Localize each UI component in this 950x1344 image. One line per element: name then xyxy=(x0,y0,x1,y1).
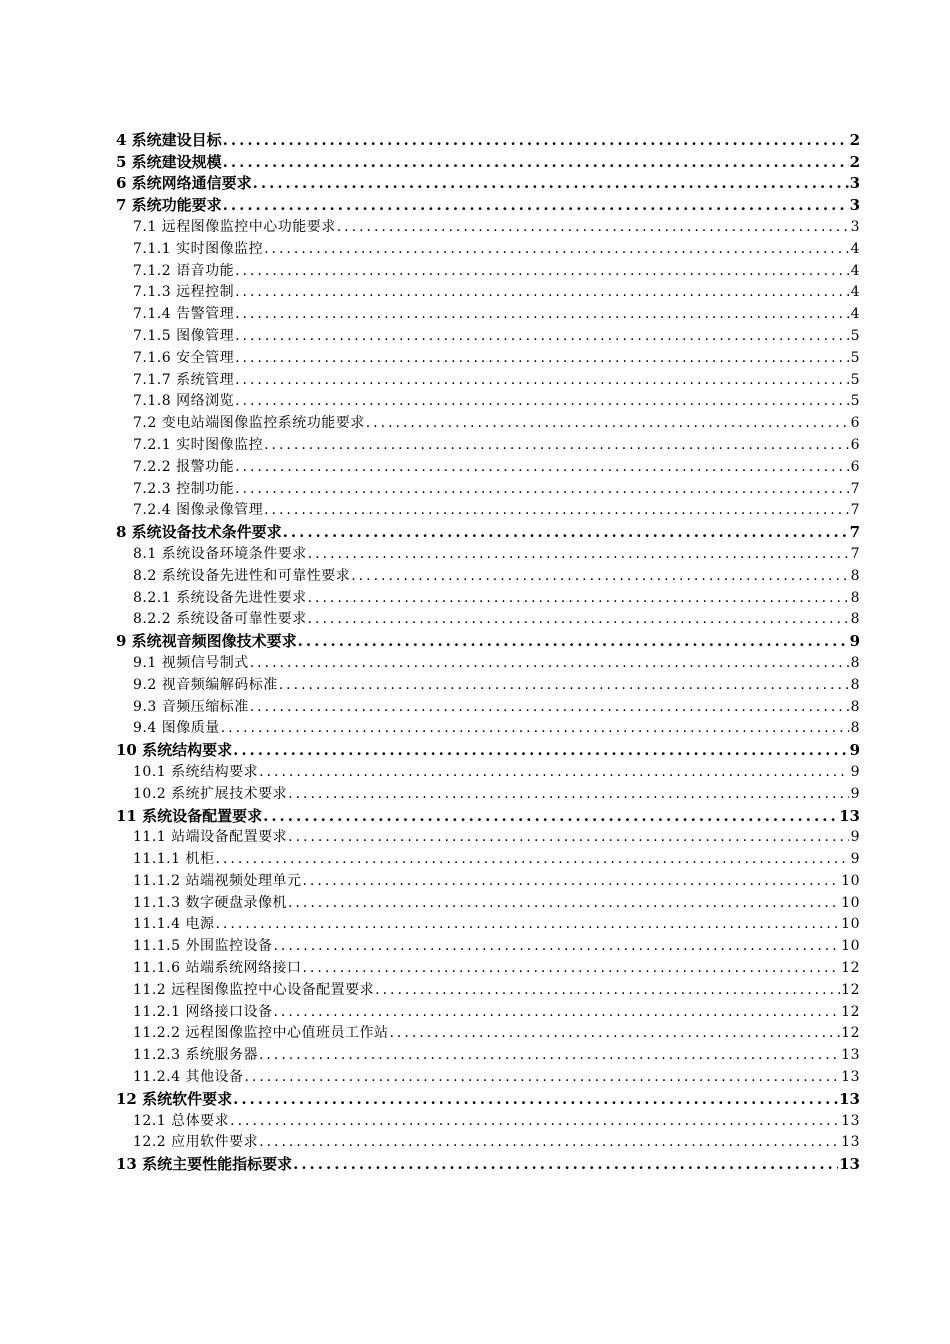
toc-page-number: 7 xyxy=(850,502,860,519)
toc-entry-level-3[interactable] xyxy=(116,934,860,956)
toc-entry-level-3[interactable] xyxy=(116,499,860,521)
toc-dot-leader xyxy=(366,413,849,433)
toc-entry-level-3[interactable] xyxy=(116,455,860,477)
toc-dot-leader xyxy=(235,326,849,346)
toc-entry-level-3[interactable] xyxy=(116,869,860,891)
toc-dot-leader xyxy=(253,173,849,193)
toc-entry-title: 7.1.8 网络浏览 xyxy=(133,393,235,410)
toc-page-number: 12 xyxy=(841,1003,860,1020)
toc-entry-level-3[interactable] xyxy=(116,281,860,303)
toc-dot-leader xyxy=(250,697,849,717)
toc-entry-title: 7.1.1 实时图像监控 xyxy=(133,240,264,257)
toc-entry-title: 11.1.6 站端系统网络接口 xyxy=(133,960,302,977)
toc-dot-leader xyxy=(259,1045,840,1065)
toc-entry-title: 9.3 音频压缩标准 xyxy=(133,698,249,715)
toc-entry-level-3[interactable] xyxy=(116,1022,860,1044)
toc-dot-leader xyxy=(351,566,849,586)
toc-dot-leader xyxy=(263,806,838,826)
toc-entry-level-2[interactable] xyxy=(116,673,860,695)
toc-entry-title: 11.2.3 系统服务器 xyxy=(133,1047,258,1064)
toc-entry-level-3[interactable] xyxy=(116,1043,860,1065)
toc-page-number: 4 xyxy=(850,284,860,301)
toc-entry-level-1[interactable] xyxy=(116,738,860,760)
toc-dot-leader xyxy=(302,958,840,978)
toc-dot-leader xyxy=(235,391,849,411)
toc-page-number: 13 xyxy=(841,1112,860,1129)
toc-dot-leader xyxy=(259,762,849,782)
toc-dot-leader xyxy=(264,435,849,455)
toc-entry-level-1[interactable] xyxy=(116,128,860,150)
toc-dot-leader xyxy=(235,348,849,368)
toc-page-number: 5 xyxy=(850,371,860,388)
toc-entry-level-3[interactable] xyxy=(116,324,860,346)
toc-entry-title: 9.4 图像质量 xyxy=(133,720,220,737)
toc-entry-title: 12.1 总体要求 xyxy=(133,1112,230,1129)
toc-page-number: 9 xyxy=(850,763,860,780)
toc-entry-title: 7.1.5 图像管理 xyxy=(133,327,235,344)
toc-entry-title: 11.1 站端设备配置要求 xyxy=(133,829,288,846)
toc-entry-level-3[interactable] xyxy=(116,346,860,368)
toc-entry-title: 12.2 应用软件要求 xyxy=(133,1134,259,1151)
toc-page-number: 12 xyxy=(841,981,860,998)
toc-entry-level-2[interactable] xyxy=(116,651,860,673)
toc-entry-level-1[interactable] xyxy=(116,1087,860,1109)
toc-entry-title: 7.1.6 安全管理 xyxy=(133,349,235,366)
toc-page-number: 12 xyxy=(841,960,860,977)
toc-page-number: 9 xyxy=(849,632,860,651)
toc-entry-level-3[interactable] xyxy=(116,390,860,412)
toc-dot-leader xyxy=(283,522,849,542)
toc-entry-title: 11.1.5 外围监控设备 xyxy=(133,938,273,955)
toc-page-number: 8 xyxy=(850,589,860,606)
toc-entry-level-2[interactable] xyxy=(116,1109,860,1131)
toc-page-number: 7 xyxy=(849,523,860,542)
toc-entry-level-3[interactable] xyxy=(116,477,860,499)
toc-entry-title: 9 系统视音频图像技术要求 xyxy=(116,632,297,651)
toc-dot-leader xyxy=(215,914,840,934)
toc-dot-leader xyxy=(308,588,849,608)
toc-dot-leader xyxy=(264,500,849,520)
toc-dot-leader xyxy=(230,1111,840,1131)
toc-page-number: 9 xyxy=(850,851,860,868)
toc-entry-title: 8.2.1 系统设备先进性要求 xyxy=(133,589,307,606)
toc-entry-title: 6 系统网络通信要求 xyxy=(116,174,252,193)
toc-entry-title: 8.2.2 系统设备可靠性要求 xyxy=(133,611,307,628)
toc-dot-leader xyxy=(389,1023,840,1043)
toc-dot-leader xyxy=(233,1089,838,1109)
toc-dot-leader xyxy=(235,479,849,499)
toc-entry-level-3[interactable] xyxy=(116,368,860,390)
toc-entry-title: 12 系统软件要求 xyxy=(116,1089,233,1108)
toc-entry-title: 7.2.3 控制功能 xyxy=(133,480,235,497)
toc-entry-level-1[interactable] xyxy=(116,193,860,215)
toc-entry-title: 7.1.7 系统管理 xyxy=(133,371,235,388)
toc-page-number: 13 xyxy=(839,1155,860,1174)
toc-entry-title: 10.2 系统扩展技术要求 xyxy=(133,785,288,802)
toc-page-number: 13 xyxy=(841,1069,860,1086)
toc-entry-level-1[interactable] xyxy=(116,150,860,172)
table-of-contents xyxy=(116,128,860,1174)
toc-entry-title: 7.2.1 实时图像监控 xyxy=(133,436,264,453)
toc-entry-title: 9.1 视频信号制式 xyxy=(133,654,249,671)
toc-entry-title: 11 系统设备配置要求 xyxy=(116,806,263,825)
toc-entry-title: 11.1.2 站端视频处理单元 xyxy=(133,872,302,889)
toc-dot-leader xyxy=(223,130,849,150)
toc-entry-level-3[interactable] xyxy=(116,259,860,281)
toc-page-number: 2 xyxy=(849,130,860,149)
toc-dot-leader xyxy=(235,457,849,477)
toc-dot-leader xyxy=(308,609,849,629)
toc-dot-leader xyxy=(302,871,840,891)
toc-entry-title: 4 系统建设目标 xyxy=(116,130,222,149)
toc-dot-leader xyxy=(288,893,840,913)
toc-dot-leader xyxy=(293,1154,838,1174)
toc-page-number: 5 xyxy=(850,349,860,366)
toc-dot-leader xyxy=(298,631,849,651)
toc-page-number: 3 xyxy=(850,218,860,235)
toc-page-number: 9 xyxy=(850,829,860,846)
toc-entry-level-3[interactable] xyxy=(116,1000,860,1022)
toc-entry-level-1[interactable] xyxy=(116,1152,860,1174)
toc-dot-leader xyxy=(264,239,849,259)
toc-dot-leader xyxy=(375,980,840,1000)
toc-entry-level-3[interactable] xyxy=(116,913,860,935)
toc-entry-level-2[interactable] xyxy=(116,215,860,237)
toc-dot-leader xyxy=(250,653,849,673)
toc-entry-level-3[interactable] xyxy=(116,586,860,608)
toc-entry-level-3[interactable] xyxy=(116,608,860,630)
toc-dot-leader xyxy=(215,849,849,869)
toc-entry-level-2[interactable] xyxy=(116,695,860,717)
toc-dot-leader xyxy=(308,544,849,564)
toc-dot-leader xyxy=(223,152,849,172)
toc-page-number: 6 xyxy=(850,458,860,475)
toc-entry-title: 11.1.1 机柜 xyxy=(133,851,215,868)
toc-entry-title: 11.2.2 远程图像监控中心值班员工作站 xyxy=(133,1025,389,1042)
toc-page-number: 2 xyxy=(849,152,860,171)
toc-entry-level-1[interactable] xyxy=(116,520,860,542)
toc-dot-leader xyxy=(273,1002,840,1022)
toc-entry-level-3[interactable] xyxy=(116,956,860,978)
toc-page-number: 7 xyxy=(850,545,860,562)
toc-entry-title: 13 系统主要性能指标要求 xyxy=(116,1155,293,1174)
toc-entry-title: 8.1 系统设备环境条件要求 xyxy=(133,545,307,562)
toc-entry-level-1[interactable] xyxy=(116,172,860,194)
toc-page-number: 3 xyxy=(849,174,860,193)
toc-page-number: 3 xyxy=(849,196,860,215)
toc-entry-title: 7.1.2 语音功能 xyxy=(133,262,235,279)
toc-entry-level-2[interactable] xyxy=(116,411,860,433)
toc-page-number: 13 xyxy=(841,1047,860,1064)
toc-dot-leader xyxy=(337,217,849,237)
toc-page-number: 4 xyxy=(850,262,860,279)
toc-entry-title: 7.1.3 远程控制 xyxy=(133,284,235,301)
toc-page-number: 8 xyxy=(850,654,860,671)
toc-entry-title: 8 系统设备技术条件要求 xyxy=(116,523,282,542)
toc-page-number: 10 xyxy=(841,894,860,911)
toc-dot-leader xyxy=(233,740,848,760)
toc-dot-leader xyxy=(259,1132,840,1152)
toc-entry-title: 7.2.2 报警功能 xyxy=(133,458,235,475)
toc-entry-level-2[interactable] xyxy=(116,782,860,804)
toc-entry-level-2[interactable] xyxy=(116,760,860,782)
toc-entry-title: 7.1 远程图像监控中心功能要求 xyxy=(133,218,336,235)
toc-entry-level-2[interactable] xyxy=(116,826,860,848)
toc-entry-level-3[interactable] xyxy=(116,302,860,324)
toc-entry-title: 5 系统建设规模 xyxy=(116,152,222,171)
toc-dot-leader xyxy=(273,936,840,956)
toc-entry-title: 11.1.4 电源 xyxy=(133,916,215,933)
toc-dot-leader xyxy=(235,261,849,281)
toc-dot-leader xyxy=(223,195,849,215)
toc-page-number: 4 xyxy=(850,240,860,257)
toc-page-number: 6 xyxy=(850,415,860,432)
toc-entry-level-2[interactable] xyxy=(116,542,860,564)
toc-page-number: 13 xyxy=(839,806,860,825)
toc-entry-level-2[interactable] xyxy=(116,1131,860,1153)
toc-entry-title: 10 系统结构要求 xyxy=(116,741,233,760)
toc-page-number: 5 xyxy=(850,393,860,410)
toc-entry-level-3[interactable] xyxy=(116,891,860,913)
toc-page-number: 8 xyxy=(850,611,860,628)
toc-entry-title: 10.1 系统结构要求 xyxy=(133,763,259,780)
toc-entry-title: 8.2 系统设备先进性和可靠性要求 xyxy=(133,567,351,584)
toc-dot-leader xyxy=(279,675,849,695)
toc-entry-level-1[interactable] xyxy=(116,629,860,651)
toc-entry-title: 7.1.4 告警管理 xyxy=(133,306,235,323)
toc-page-number: 8 xyxy=(850,676,860,693)
toc-entry-level-1[interactable] xyxy=(116,804,860,826)
toc-page-number: 8 xyxy=(850,567,860,584)
toc-page-number: 10 xyxy=(841,872,860,889)
toc-dot-leader xyxy=(288,784,849,804)
toc-page-number: 13 xyxy=(841,1134,860,1151)
toc-page-number: 5 xyxy=(850,327,860,344)
toc-dot-leader xyxy=(235,282,849,302)
toc-entry-title: 7.2 变电站端图像监控系统功能要求 xyxy=(133,415,365,432)
toc-entry-title: 11.1.3 数字硬盘录像机 xyxy=(133,894,287,911)
toc-entry-level-2[interactable] xyxy=(116,978,860,1000)
toc-dot-leader xyxy=(235,370,849,390)
toc-dot-leader xyxy=(221,718,849,738)
toc-entry-title: 9.2 视音频编解码标准 xyxy=(133,676,278,693)
toc-page-number: 4 xyxy=(850,306,860,323)
toc-dot-leader xyxy=(288,827,849,847)
toc-entry-title: 11.2 远程图像监控中心设备配置要求 xyxy=(133,981,375,998)
toc-entry-level-3[interactable] xyxy=(116,433,860,455)
toc-entry-title: 7.2.4 图像录像管理 xyxy=(133,502,264,519)
toc-page-number: 10 xyxy=(841,916,860,933)
toc-entry-level-3[interactable] xyxy=(116,847,860,869)
toc-page-number: 9 xyxy=(850,785,860,802)
toc-entry-level-2[interactable] xyxy=(116,717,860,739)
toc-page-number: 9 xyxy=(849,741,860,760)
toc-entry-level-2[interactable] xyxy=(116,564,860,586)
toc-page-number: 13 xyxy=(839,1089,860,1108)
toc-entry-level-3[interactable] xyxy=(116,1065,860,1087)
toc-page-number: 7 xyxy=(850,480,860,497)
toc-dot-leader xyxy=(235,304,849,324)
toc-page-number: 8 xyxy=(850,720,860,737)
toc-entry-level-3[interactable] xyxy=(116,237,860,259)
toc-page-number: 12 xyxy=(841,1025,860,1042)
toc-dot-leader xyxy=(244,1067,840,1087)
toc-entry-title: 7 系统功能要求 xyxy=(116,196,222,215)
toc-entry-title: 11.2.4 其他设备 xyxy=(133,1069,244,1086)
toc-entry-title: 11.2.1 网络接口设备 xyxy=(133,1003,273,1020)
toc-page-number: 8 xyxy=(850,698,860,715)
toc-page-number: 10 xyxy=(841,938,860,955)
toc-page-number: 6 xyxy=(850,436,860,453)
